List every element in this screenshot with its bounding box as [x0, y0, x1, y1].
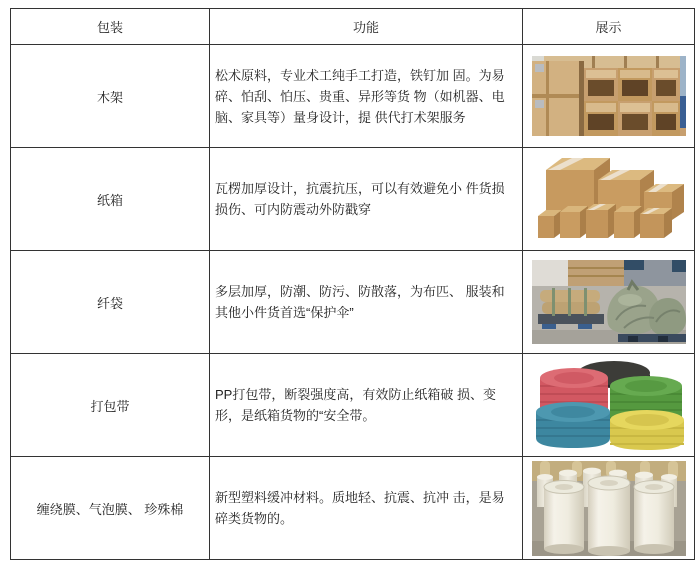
header-function: 功能	[210, 9, 523, 45]
packaging-name: 缠绕膜、气泡膜、 珍殊棉	[11, 457, 210, 560]
packaging-table	[10, 8, 695, 560]
packaging-name: 纤袋	[11, 251, 210, 354]
stretch-film-rolls-photo	[532, 461, 686, 556]
table-row-film	[11, 457, 695, 560]
header-packaging: 包装	[11, 9, 210, 45]
display-cell	[523, 457, 695, 560]
function-text: 多层加厚，防潮、防污、防散落，为布匹、 服装和其他小件货首选“保护伞”	[210, 251, 523, 354]
function-text: 松术原料，专业术工纯手工打造，铁钉加 固。为易碎、怕刮、怕压、贵重、异形等货 物（如机器、电脑、家具等）量身设计，提 供代打术架服务	[210, 45, 523, 148]
woven-bags-photo	[532, 260, 686, 344]
strapping-rolls-photo	[532, 360, 686, 450]
table-row-strap	[11, 354, 695, 457]
wooden-crates-photo	[532, 56, 686, 136]
header-row	[11, 9, 695, 45]
table-row-carton	[11, 148, 695, 251]
table-row-woven-bag	[11, 251, 695, 354]
packaging-name: 木架	[11, 45, 210, 148]
display-cell	[523, 354, 695, 457]
function-text: PP打包带，断裂强度高，有效防止纸箱破 损、变形，是纸箱货物的“安全带。	[210, 354, 523, 457]
display-cell	[523, 148, 695, 251]
display-cell	[523, 45, 695, 148]
packaging-name: 打包带	[11, 354, 210, 457]
display-cell	[523, 251, 695, 354]
packaging-name: 纸箱	[11, 148, 210, 251]
table-row-wooden-crate	[11, 45, 695, 148]
function-text: 新型塑料缓冲材料。质地轻、抗震、抗冲 击，是易碎类货物的。	[210, 457, 523, 560]
function-text: 瓦楞加厚设计，抗震抗压，可以有效避免小 件货损损伤、可内防震动外防戳穿	[210, 148, 523, 251]
header-display: 展示	[523, 9, 695, 45]
cardboard-boxes-photo	[532, 152, 686, 246]
